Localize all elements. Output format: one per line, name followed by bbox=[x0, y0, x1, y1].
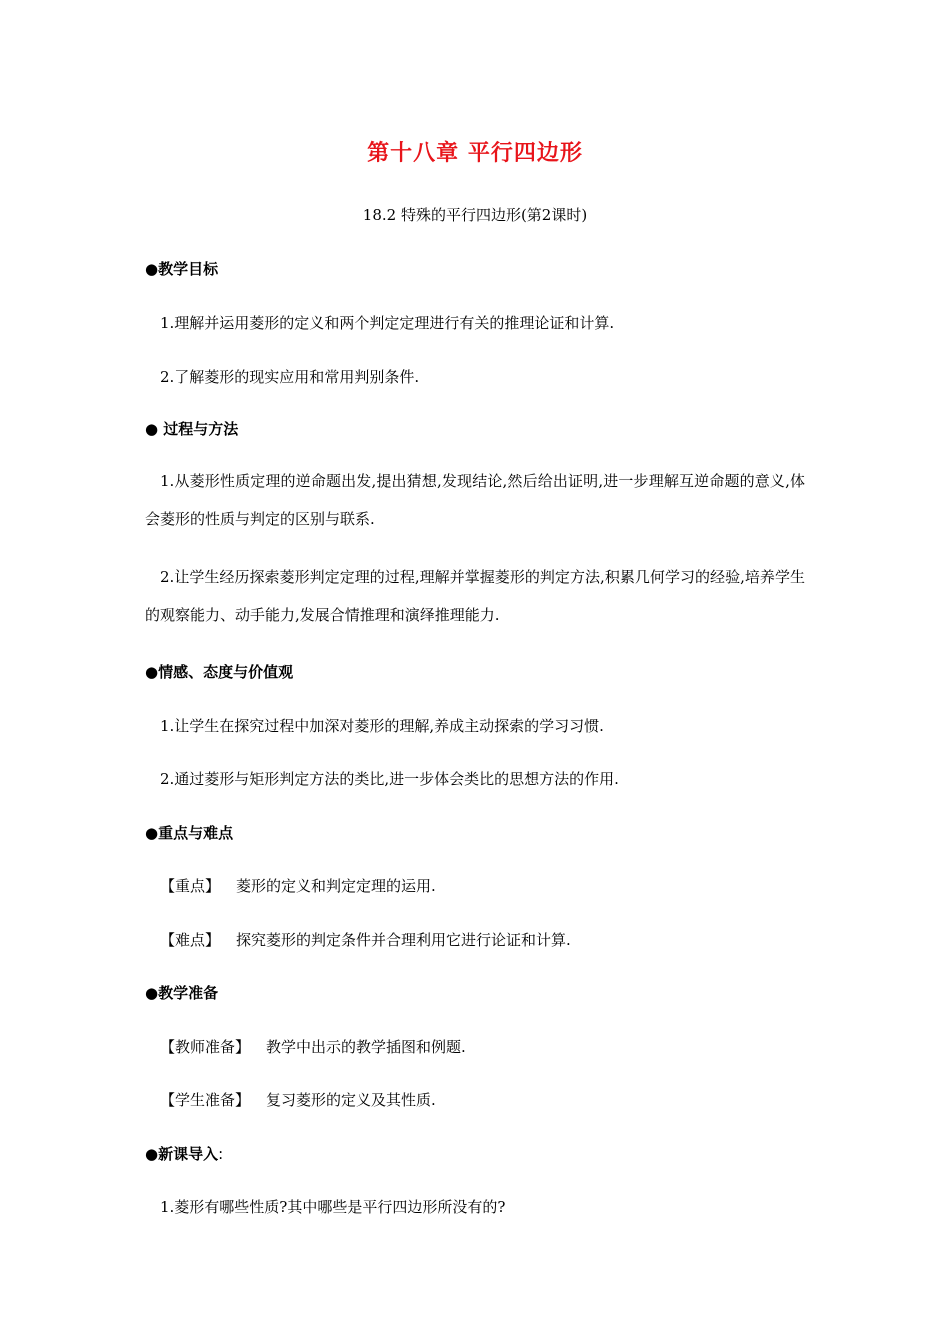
teacher-prep-line bbox=[160, 1036, 466, 1057]
attitude-item-1: 1.让学生在探究过程中加深对菱形的理解,养成主动探索的学习习惯. bbox=[160, 717, 604, 735]
student-prep-text: 复习菱形的定义及其性质. bbox=[266, 1091, 436, 1109]
goal-item-2: 2.了解菱形的现实应用和常用判别条件. bbox=[160, 368, 420, 386]
focus-line bbox=[160, 875, 436, 896]
goal-item-1: 1.理解并运用菱形的定义和两个判定定理进行有关的推理论证和计算. bbox=[160, 314, 615, 332]
intro-item-1: 1.菱形有哪些性质?其中哪些是平行四边形所没有的? bbox=[160, 1198, 506, 1216]
intro-heading-colon: : bbox=[218, 1145, 224, 1163]
difficulty-tag: 【难点】 bbox=[160, 931, 221, 949]
difficulty-text: 探究菱形的判定条件并合理利用它进行论证和计算. bbox=[236, 931, 571, 949]
section-heading-process: ● 过程与方法 bbox=[145, 420, 239, 438]
section-heading-keypoints: ●重点与难点 bbox=[145, 824, 234, 842]
lesson-subtitle: 18.2 特殊的平行四边形(第2课时) bbox=[362, 206, 588, 224]
attitude-item-2: 2.通过菱形与矩形判定方法的类比,进一步体会类比的思想方法的作用. bbox=[160, 770, 619, 788]
section-heading-prep: ●教学准备 bbox=[145, 984, 219, 1002]
chapter-title: 第十八章 平行四边形 bbox=[367, 141, 583, 166]
teacher-prep-tag: 【教师准备】 bbox=[160, 1038, 251, 1056]
section-heading-attitude: ●情感、态度与价值观 bbox=[145, 663, 294, 681]
focus-text: 菱形的定义和判定定理的运用. bbox=[236, 877, 436, 895]
teacher-prep-text: 教学中出示的教学插图和例题. bbox=[266, 1038, 466, 1056]
process-item-2: 2.让学生经历探索菱形判定定理的过程,理解并掌握菱形的判定方法,积累几何学习的经验,培养学生的观察能力、动手能力,发展合情推理和演绎推理能力. bbox=[145, 568, 805, 624]
section-heading-goals: ●教学目标 bbox=[145, 260, 219, 278]
difficulty-line bbox=[160, 929, 571, 950]
student-prep-line bbox=[160, 1089, 436, 1110]
focus-tag: 【重点】 bbox=[160, 877, 221, 895]
intro-heading-text: ●新课导入 bbox=[145, 1145, 219, 1163]
student-prep-tag: 【学生准备】 bbox=[160, 1091, 251, 1109]
section-heading-intro bbox=[145, 1143, 223, 1164]
process-item-1: 1.从菱形性质定理的逆命题出发,提出猜想,发现结论,然后给出证明,进一步理解互逆命题的意义,体会菱形的性质与判定的区别与联系. bbox=[145, 472, 805, 528]
